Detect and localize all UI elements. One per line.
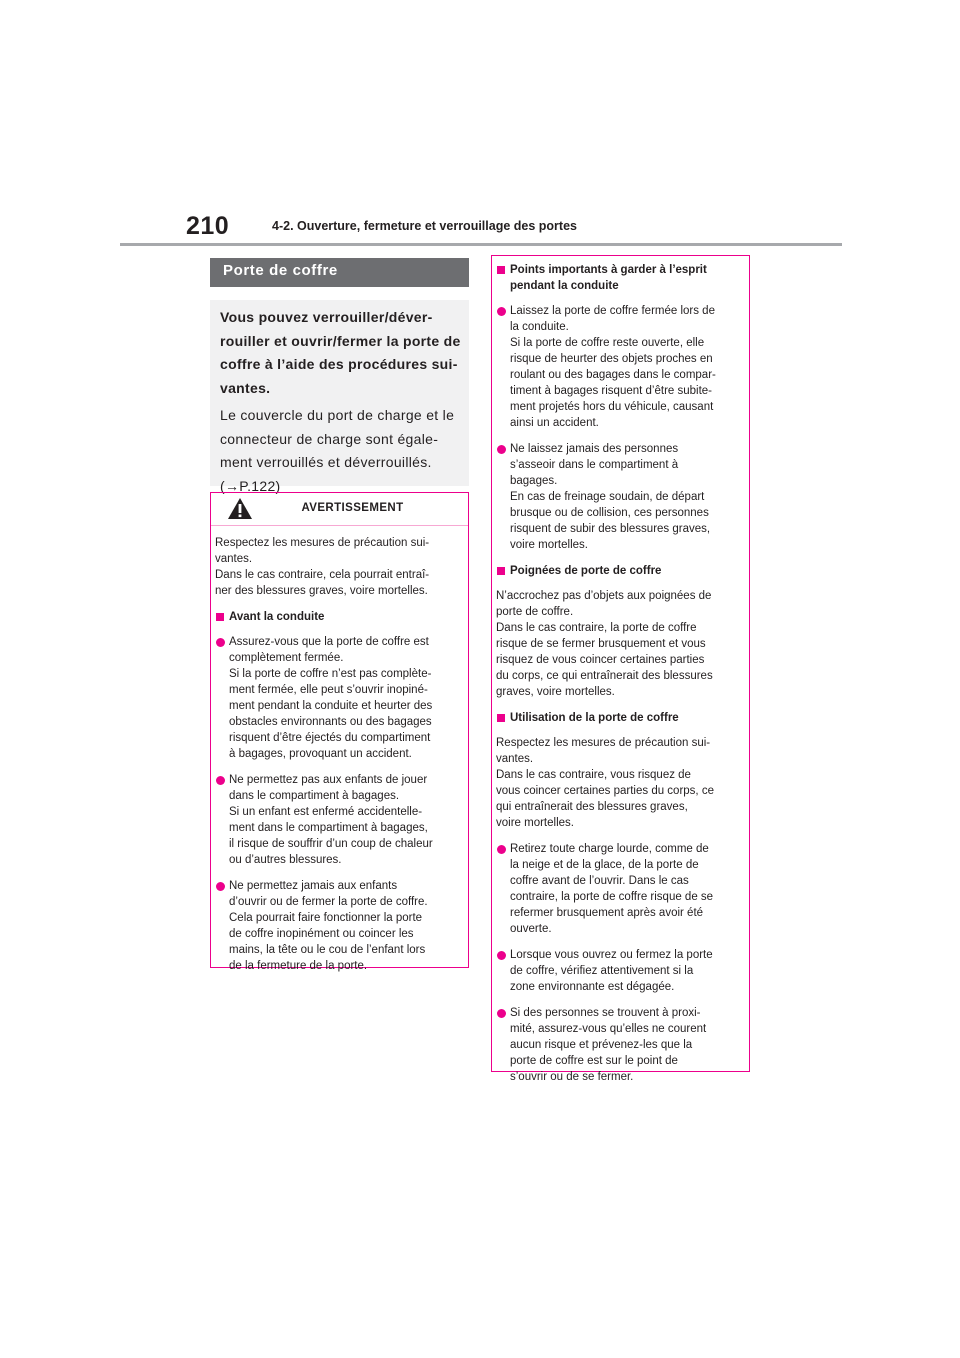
- paragraph: [496, 735, 745, 831]
- page-number: 210: [186, 212, 230, 240]
- bullet-line: de coffre, vérifiez attentivement si la: [510, 965, 694, 977]
- bullet-item: [496, 303, 745, 431]
- bullet-line: mains, la tête ou le cou de l’enfant lors: [229, 944, 426, 956]
- bullet-line: brusque ou de collision, ces personnes: [510, 507, 709, 519]
- bullet-line: Si la porte de coffre reste ouverte, elle: [510, 337, 705, 349]
- paragraph-line: porte de coffre.: [496, 606, 574, 618]
- bullet-line: ainsi un accident.: [510, 417, 599, 429]
- paragraph-line: voire mortelles.: [496, 817, 574, 829]
- bullet-line: s’asseoir dans le compartiment à: [510, 459, 679, 471]
- circle-bullet-icon: [497, 951, 506, 960]
- circle-bullet-icon: [497, 307, 506, 316]
- spacer: [215, 625, 464, 634]
- paragraph-line: ner des blessures graves, voire mortelles.: [215, 585, 428, 597]
- bullet-line: Ne permettez jamais aux enfants: [229, 880, 398, 892]
- bullet-line: obstacles environnants ou des bagages: [229, 716, 432, 728]
- paragraph-line: risquez de vous coincer certaines parties: [496, 654, 705, 666]
- subsection-heading-line: pendant la conduite: [510, 280, 619, 292]
- spacer: [496, 726, 745, 735]
- bullet-line: roulant ou des bagages dans le compar-: [510, 369, 716, 381]
- bullet-line: ment dans le compartiment à bagages,: [229, 822, 428, 834]
- subsection-heading: [496, 563, 745, 579]
- subsection-heading-line: Avant la conduite: [229, 611, 325, 623]
- bullet-line: coffre avant de l’ouvrir. Dans le cas: [510, 875, 689, 887]
- paragraph-line: risque de se fermer brusquement et vous: [496, 638, 706, 650]
- bullet-line: Si la porte de coffre n’est pas complète-: [229, 668, 432, 680]
- spacer: [496, 937, 745, 947]
- spacer: [496, 1085, 745, 1095]
- bullet-item: [496, 947, 745, 995]
- square-bullet-icon: [216, 613, 224, 621]
- square-bullet-icon: [497, 266, 505, 274]
- paragraph-line: vantes.: [496, 753, 534, 765]
- bullet-item: [215, 634, 464, 762]
- bullet-item: [215, 878, 464, 974]
- paragraph-line: N’accrochez pas d’objets aux poignées de: [496, 590, 712, 602]
- spacer: [496, 294, 745, 303]
- bullet-line: Lorsque vous ouvrez ou fermez la porte: [510, 949, 713, 961]
- bullet-item: [496, 841, 745, 937]
- intro-lead-line: vantes.: [220, 379, 271, 396]
- circle-bullet-icon: [497, 845, 506, 854]
- intro-lead-line: coffre à l’aide des procédures sui-: [220, 356, 458, 372]
- subsection-heading: [496, 710, 745, 726]
- circle-bullet-icon: [216, 638, 225, 647]
- subsection-heading-line: Points importants à garder à l’esprit: [510, 264, 707, 276]
- intro-text-line: Le couvercle du port de charge et le: [220, 407, 455, 423]
- paragraph-line: vous coincer certaines parties du corps, ce: [496, 785, 714, 797]
- bullet-line: En cas de freinage soudain, de départ: [510, 491, 705, 503]
- page-reference: (→P.122): [220, 477, 281, 494]
- square-bullet-icon: [497, 567, 505, 575]
- bullet-line: dans le compartiment à bagages.: [229, 790, 400, 802]
- paragraph-line: graves, voire mortelles.: [496, 686, 615, 698]
- intro-text-line: connecteur de charge sont égale-: [220, 430, 439, 447]
- bullet-line: Retirez toute charge lourde, comme de: [510, 843, 709, 855]
- bullet-line: s’ouvrir ou de se fermer.: [510, 1071, 634, 1083]
- paragraph-line: du corps, ce qui entraînerait des blessures: [496, 670, 713, 682]
- bullet-line: zone environnante est dégagée.: [510, 981, 675, 993]
- warning-title: AVERTISSEMENT: [301, 502, 404, 514]
- warning-box: [210, 492, 469, 972]
- bullet-line: Assurez-vous que la porte de coffre est: [229, 636, 429, 648]
- bullet-line: contraire, la porte de coffre risque de se: [510, 891, 714, 903]
- bullet-item: [496, 1005, 745, 1085]
- bullet-line: ment projetés hors du véhicule, causant: [510, 401, 714, 413]
- paragraph: [496, 588, 745, 700]
- bullet-line: la conduite.: [510, 321, 569, 333]
- spacer: [215, 868, 464, 878]
- bullet-line: mité, assurez-vous qu’elles ne courent: [510, 1023, 707, 1035]
- bullet-line: ou d’autres blessures.: [229, 854, 342, 866]
- warning-body-left: [211, 526, 468, 974]
- bullet-line: Si un enfant est enfermé accidentelle-: [229, 806, 423, 818]
- spacer: [496, 831, 745, 841]
- header-rule: [120, 243, 842, 246]
- bullet-item: [496, 441, 745, 553]
- paragraph-line: vantes.: [215, 553, 253, 565]
- bullet-line: la neige et de la glace, de la porte de: [510, 859, 699, 871]
- intro-text-line: ment verrouillés et déverrouillés.: [220, 454, 432, 470]
- bullet-line: Cela pourrait faire fonctionner la porte: [229, 912, 423, 924]
- bullet-line: risquent d’être éjectés du compartiment: [229, 732, 431, 744]
- bullet-line: il risque de souffrir d’un coup de chaleur: [229, 838, 433, 850]
- section-title: Porte de coffre: [223, 262, 338, 279]
- bullet-line: bagages.: [510, 475, 558, 487]
- spacer: [496, 431, 745, 441]
- chapter-title: 4-2. Ouverture, fermeture et verrouillage des portes: [272, 219, 577, 233]
- spacer: [496, 579, 745, 588]
- page-header: [0, 0, 960, 250]
- bullet-line: timent à bagages risquent d’être subite-: [510, 385, 713, 397]
- paragraph-line: Respectez les mesures de précaution sui-: [215, 537, 430, 549]
- bullet-line: à bagages, provoquant un accident.: [229, 748, 412, 760]
- section-banner: [210, 258, 469, 287]
- bullet-line: ouverte.: [510, 923, 552, 935]
- bullet-line: aucun risque et prévenez-les que la: [510, 1039, 693, 1051]
- subsection-heading: [496, 262, 745, 294]
- circle-bullet-icon: [216, 776, 225, 785]
- circle-bullet-icon: [497, 1009, 506, 1018]
- paragraph-line: Respectez les mesures de précaution sui-: [496, 737, 711, 749]
- bullet-line: de la fermeture de la porte.: [229, 960, 368, 972]
- bullet-line: risquent de subir des blessures graves,: [510, 523, 711, 535]
- intro-text: [220, 404, 461, 498]
- spacer: [215, 599, 464, 609]
- bullet-line: ment fermée, elle peut s’ouvrir inopiné-: [229, 684, 428, 696]
- paragraph-line: Dans le cas contraire, la porte de coffre: [496, 622, 697, 634]
- circle-bullet-icon: [216, 882, 225, 891]
- bullet-line: refermer brusquement après avoir été: [510, 907, 704, 919]
- subsection-heading: [215, 609, 464, 625]
- bullet-line: Laissez la porte de coffre fermée lors de: [510, 305, 715, 317]
- bullet-line: de coffre inopinément ou coincer les: [229, 928, 414, 940]
- bullet-line: ment pendant la conduite et heurter des: [229, 700, 433, 712]
- paragraph-line: Dans le cas contraire, vous risquez de: [496, 769, 691, 781]
- paragraph-line: Dans le cas contraire, cela pourrait entraî-: [215, 569, 430, 581]
- bullet-item: [215, 772, 464, 868]
- subsection-heading-line: Utilisation de la porte de coffre: [510, 712, 679, 724]
- intro-lead-line: rouiller et ouvrir/fermer la porte de: [220, 332, 461, 349]
- subsection-heading-line: Poignées de porte de coffre: [510, 565, 662, 577]
- paragraph: [215, 535, 464, 599]
- bullet-line: d’ouvrir ou de fermer la porte de coffre.: [229, 896, 428, 908]
- bullet-line: risque de heurter des objets proches en: [510, 353, 713, 365]
- spacer: [215, 526, 464, 535]
- spacer: [496, 553, 745, 563]
- bullet-line: Ne permettez pas aux enfants de jouer: [229, 774, 428, 786]
- circle-bullet-icon: [497, 445, 506, 454]
- paragraph-line: qui entraînerait des blessures graves,: [496, 801, 688, 813]
- bullet-line: Si des personnes se trouvent à proxi-: [510, 1007, 701, 1019]
- intro-box: [210, 300, 469, 494]
- spacer: [496, 700, 745, 710]
- bullet-line: complètement fermée.: [229, 652, 344, 664]
- square-bullet-icon: [497, 714, 505, 722]
- bullet-line: Ne laissez jamais des personnes: [510, 443, 679, 455]
- bullet-line: porte de coffre est sur le point de: [510, 1055, 678, 1067]
- intro-lead-line: Vous pouvez verrouiller/déver-: [220, 309, 433, 325]
- warning-header: [211, 493, 468, 526]
- warning-body-right: [491, 255, 750, 1083]
- bullet-line: voire mortelles.: [510, 539, 588, 551]
- intro-lead: [220, 306, 461, 400]
- spacer: [215, 762, 464, 772]
- spacer: [496, 995, 745, 1005]
